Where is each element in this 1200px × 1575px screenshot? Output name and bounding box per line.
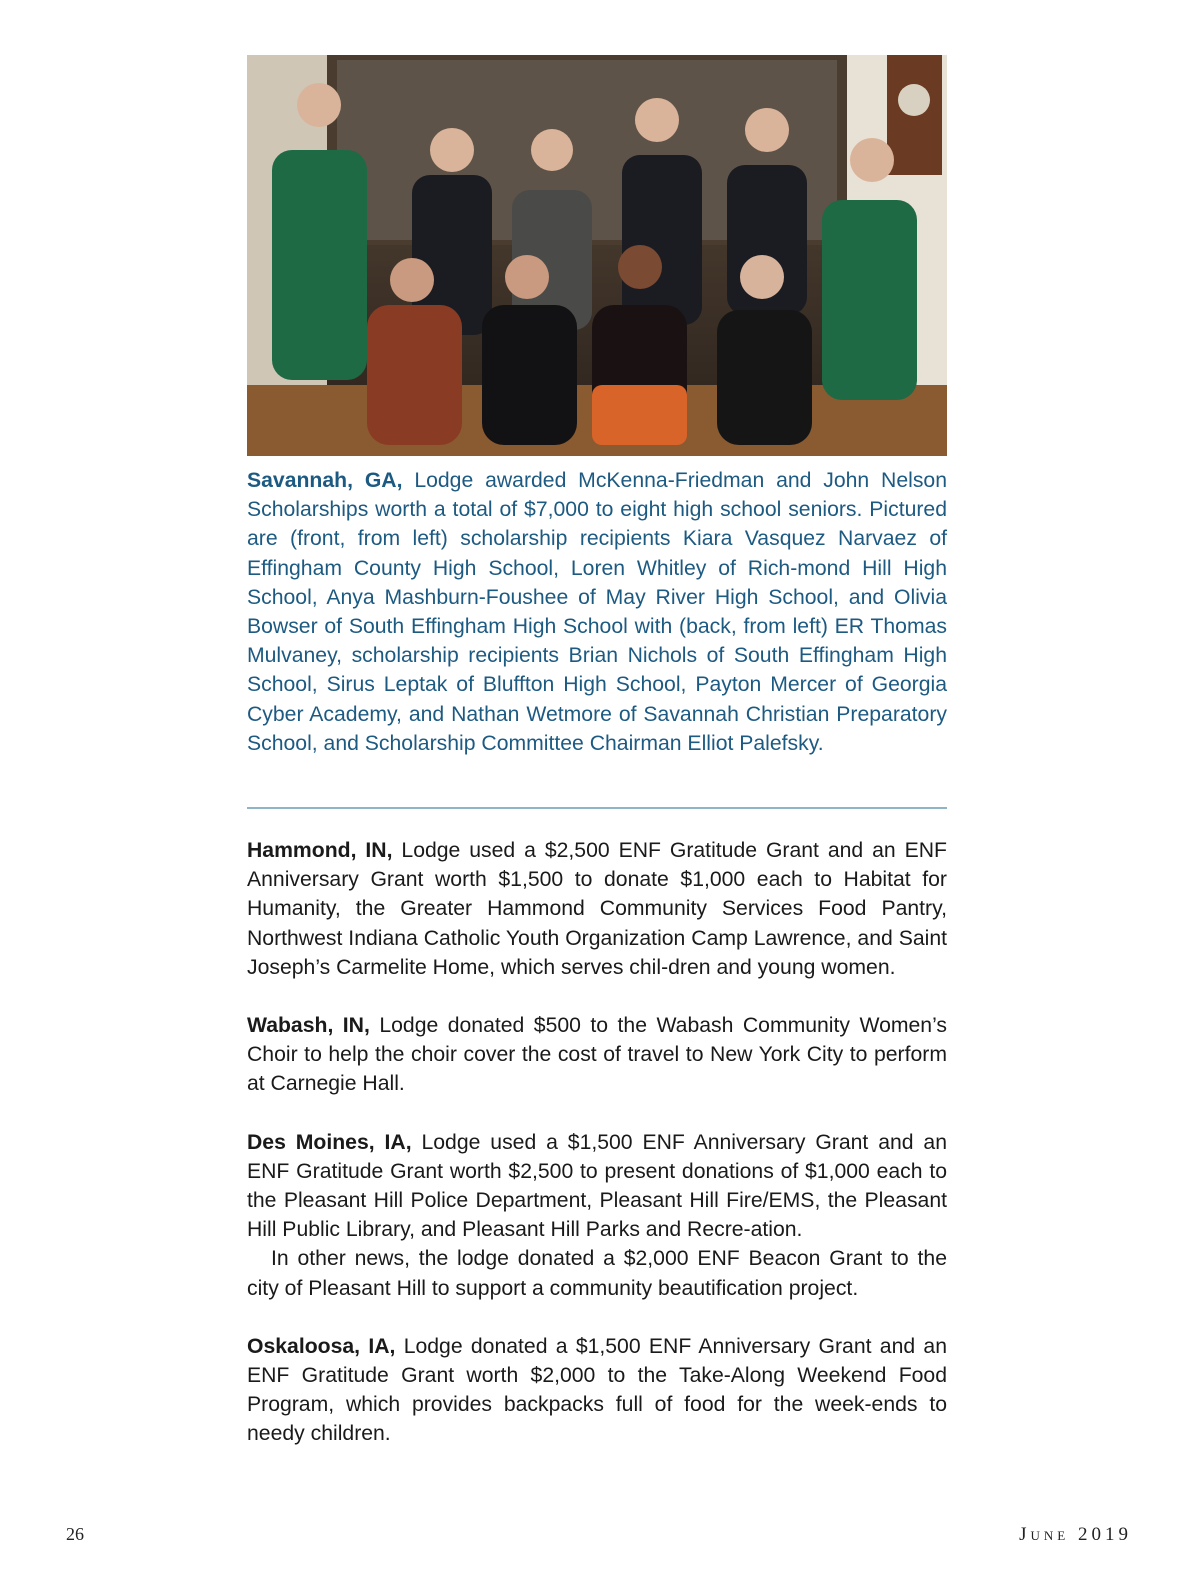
article-lead: Hammond, IN, <box>247 839 393 862</box>
article-hammond <box>247 836 947 982</box>
article-des-moines <box>247 1128 947 1303</box>
article-lead: Des Moines, IA, <box>247 1130 412 1154</box>
caption-text: Lodge awarded McKenna-Friedman and John Nelson Scholarships worth a total of $7,000 to eight high school seniors. Pictured are (front, from left) scholarship recipients Kiara Vasquez Narvaez of Effingham County High School, Loren Whitley of Rich-mond Hill High School, Anya Mashburn-Foushee of May River High School, and Olivia Bowser of South Effingham High School with (back, from left) ER Thomas Mulvaney, scholarship recipients Brian Nichols of South Effingham High School, Sirus Leptak of Bluffton High School, Payton Mercer of Georgia Cyber Academy, and Nathan Wetmore of Savannah Christian Preparatory School, and Scholarship Committee Chairman Elliot Palefsky. <box>247 469 947 755</box>
photo-caption <box>247 466 947 758</box>
news-articles <box>247 836 947 1478</box>
article-text: Lodge donated a $1,500 ENF Anniversary Grant and an ENF Gratitude Grant worth $2,000 to the Take-Along Weekend Food Program, which provides backpacks full of food for the week-ends to needy children. <box>247 1334 947 1446</box>
article-lead: Wabash, IN, <box>247 1014 370 1038</box>
photo-illustration <box>247 55 947 456</box>
article-text: Lodge used a $1,500 ENF Anniversary Grant and an ENF Gratitude Grant worth $2,500 to present donations of $1,000 each to the Pleasant Hill Police Department, Pleasant Hill Fire/EMS, the Pleasant Hill Public Library, and Pleasant Hill Parks and Recre-ation. <box>247 1130 947 1242</box>
page-number: 26 <box>66 1524 84 1544</box>
caption-lead: Savannah, GA, <box>247 469 403 492</box>
article-wabash <box>247 1011 947 1099</box>
article-text: Lodge donated $500 to the Wabash Community Women’s Choir to help the choir cover the cost of travel to New York City to perform at Carnegie Hall. <box>247 1014 947 1096</box>
article-extra: In other news, the lodge donated a $2,000 ENF Beacon Grant to the city of Pleasant Hill to support a community beautification project. <box>247 1247 947 1300</box>
section-divider <box>247 807 947 809</box>
article-text: Lodge used a $2,500 ENF Gratitude Grant and an ENF Anniversary Grant worth $1,500 to donate $1,000 each to Habitat for Humanity, the Greater Hammond Community Services Food Pantry, Northwest Indiana Catholic Youth Organization Camp Lawrence, and Saint Joseph’s Carmelite Home, which serves chil-dren and young women. <box>247 839 948 979</box>
issue-date: June 2019 <box>1019 1524 1132 1545</box>
group-photo <box>247 55 947 456</box>
article-oskaloosa <box>247 1332 947 1449</box>
article-lead: Oskaloosa, IA, <box>247 1334 396 1358</box>
